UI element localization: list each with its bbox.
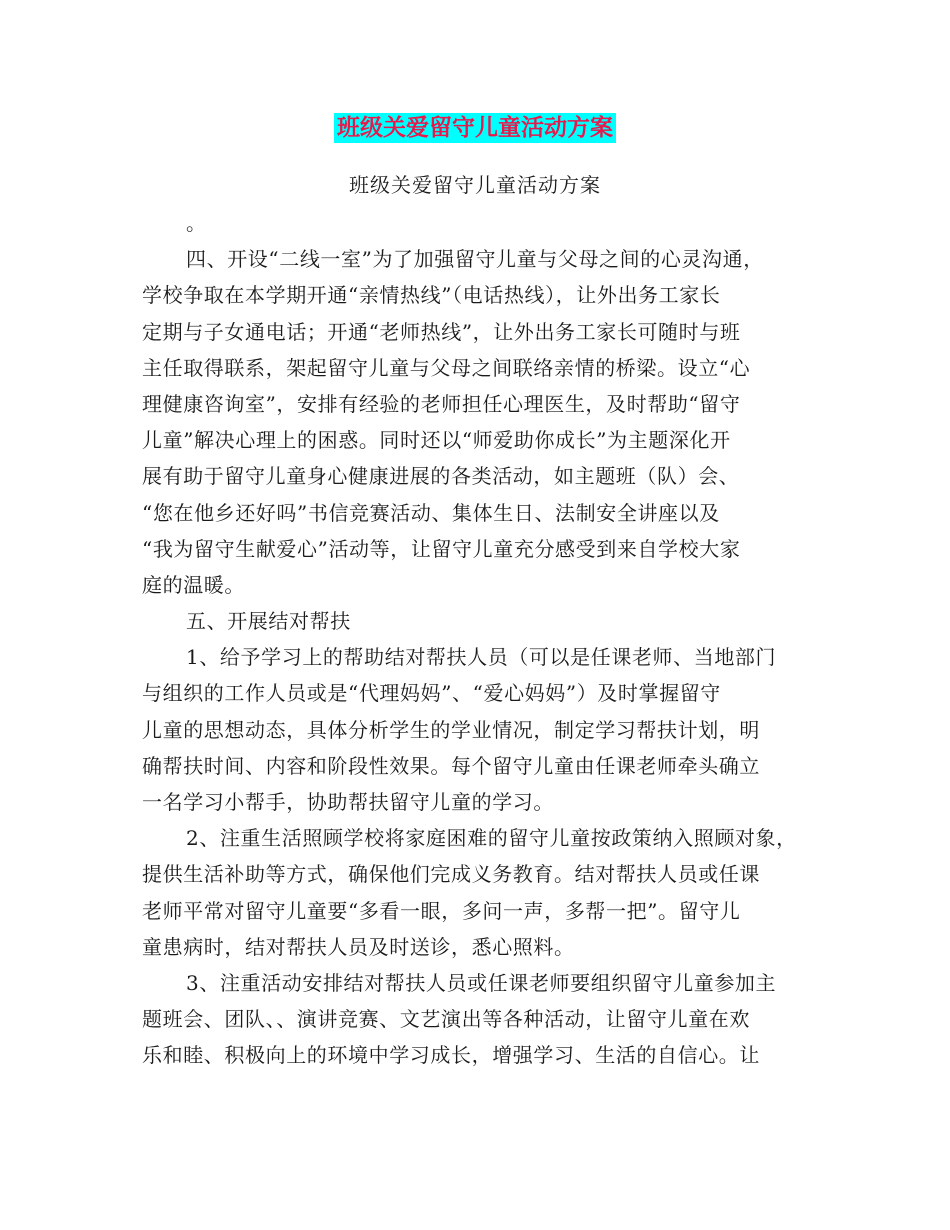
text-line: 老师平常对留守儿童要“多看一眼，多问一声，多帮一把”。留守儿	[142, 898, 741, 923]
text-line: 一名学习小帮手，协助帮扶留守儿童的学习。	[142, 790, 554, 814]
text-line: 学校争取在本学期开通“亲情热线”（电话热线），让外出务工家长	[142, 283, 721, 308]
text-line: 主任取得联系，架起留守儿童与父母之间联络亲情的桥梁。设立“心	[142, 355, 751, 380]
document-title-text: 班级关爱留守儿童活动方案	[334, 113, 616, 143]
text-line: 3、注重活动安排结对帮扶人员或任课老师要组织留守儿童参加主	[186, 970, 777, 995]
text-line: 理健康咨询室”，安排有经验的老师担任心理医生，及时帮助“留守	[142, 391, 741, 416]
text-line: 。	[186, 211, 207, 235]
document-title	[0, 113, 950, 145]
text-line: 五、开展结对帮扶	[186, 609, 351, 634]
text-line: 儿童”解决心理上的困惑。同时还以“师爱助你成长”为主题深化开	[142, 428, 731, 453]
text-line: 定期与子女通电话；开通“老师热线”，让外出务工家长可随时与班	[142, 319, 741, 344]
text-line: 1、给予学习上的帮助结对帮扶人员（可以是任课老师、当地部门	[186, 645, 777, 670]
text-line: “您在他乡还好吗”书信竞赛活动、集体生日、法制安全讲座以及	[142, 500, 720, 525]
text-line: 展有助于留守儿童身心健康进展的各类活动，如主题班（队）会、	[142, 464, 740, 489]
text-line: 2、注重生活照顾学校将家庭困难的留守儿童按政策纳入照顾对象，	[186, 826, 797, 851]
text-line: 确帮扶时间、内容和阶段性效果。每个留守儿童由任课老师牵头确立	[142, 753, 760, 778]
text-line: 与组织的工作人员或是“代理妈妈”、“爱心妈妈”）及时掌握留守	[142, 681, 721, 706]
text-line: 提供生活补助等方式，确保他们完成义务教育。结对帮扶人员或任课	[142, 862, 760, 887]
document-body	[142, 205, 832, 1074]
text-line: 儿童的思想动态，具体分析学生的学业情况，制定学习帮扶计划，明	[142, 717, 760, 742]
text-line: 四、开设“二线一室”为了加强留守儿童与父母之间的心灵沟通，	[186, 247, 764, 272]
text-line: 乐和睦、积极向上的环境中学习成长，增强学习、生活的自信心。让	[142, 1043, 760, 1068]
text-line: 题班会、团队、、演讲竞赛、文艺演出等各种活动，让留守儿童在欢	[142, 1007, 750, 1032]
text-line: 庭的温暖。	[142, 572, 245, 597]
text-line: “我为留守生献爱心”活动等，让留守儿童充分感受到来自学校大家	[142, 536, 741, 561]
text-line: 童患病时，结对帮扶人员及时送诊，悉心照料。	[142, 934, 575, 959]
document-subtitle: 班级关爱留守儿童活动方案	[349, 173, 601, 197]
